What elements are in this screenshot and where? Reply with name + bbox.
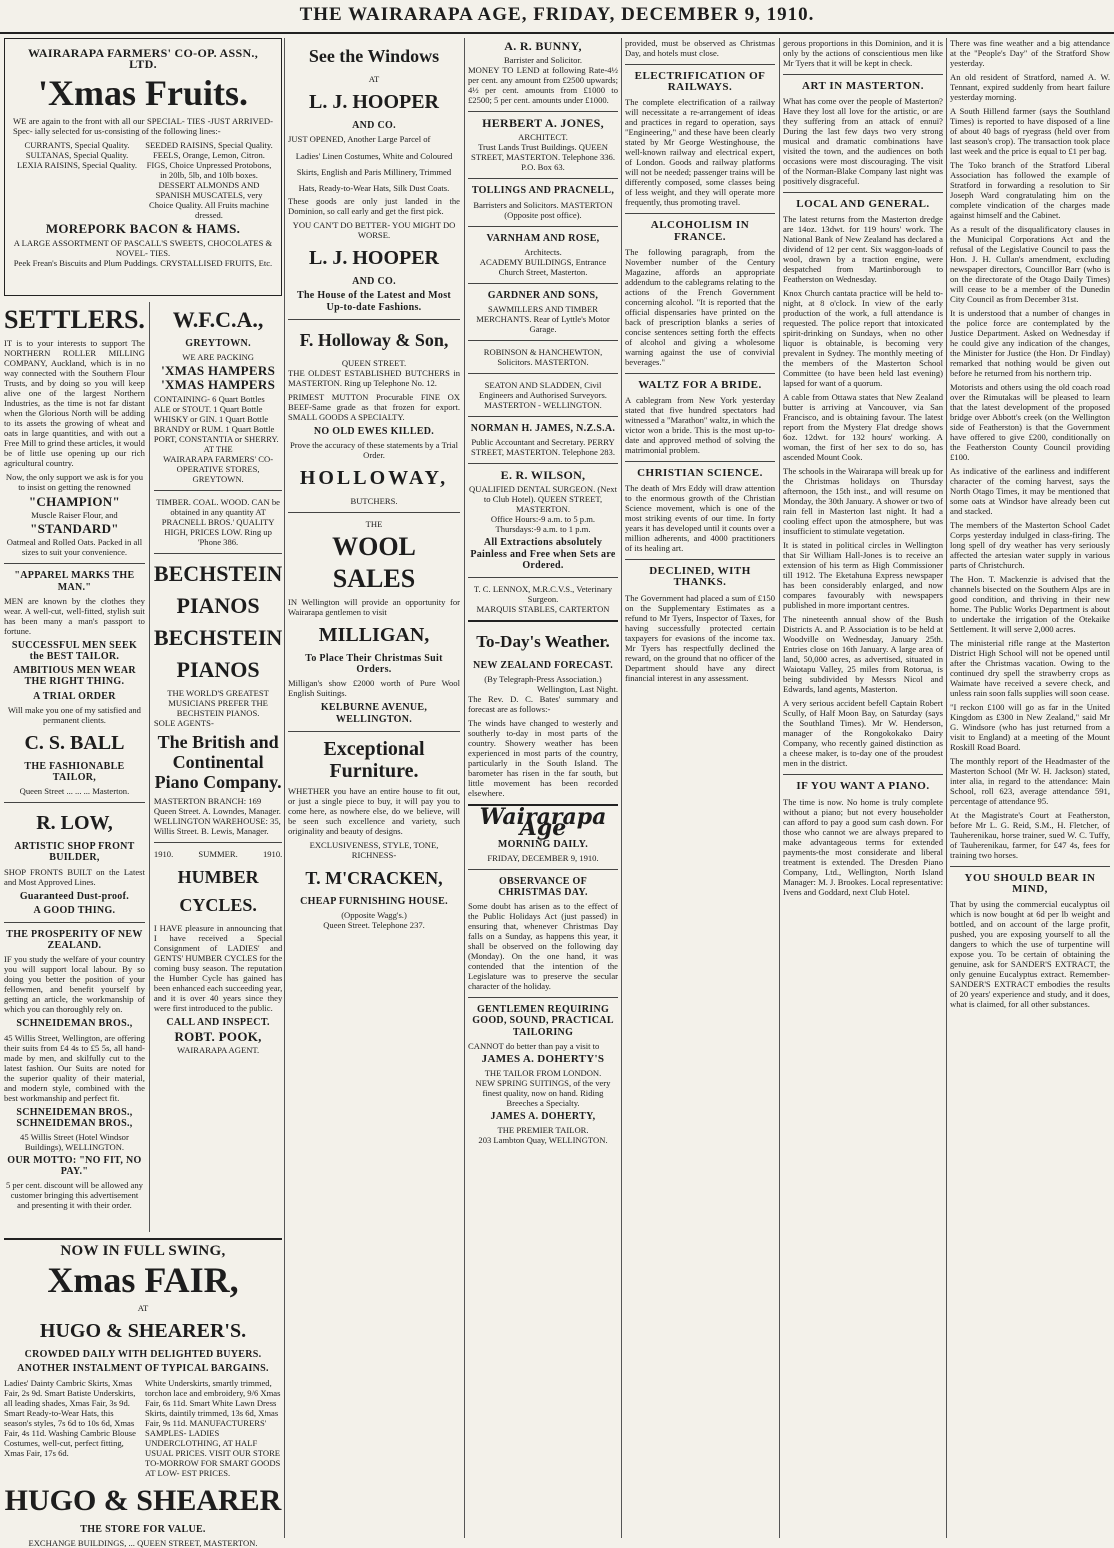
bechstein-1: BECHSTEIN xyxy=(153,560,283,586)
hooper-andco-2: AND CO. xyxy=(352,276,396,288)
fair-xmas: Xmas FAIR, xyxy=(47,1260,239,1301)
james-body: Public Accountant and Secretary. PERRY STREET, MASTERTON. Telephone 283. xyxy=(470,437,615,458)
lennox-ad: T. C. LENNOX, M.R.C.V.S., Veterinary Surgeon. xyxy=(473,584,613,605)
mccracken-phone: Queen Street. Telephone 237. xyxy=(323,920,425,931)
col6-para-2: A South Hillend farmer (says the Southland Times) is reported to have disposed of a line of about 40 bags of ryegrass (held over from last season's crop). The transaction took place last week and the price is equal to £1 per bag. xyxy=(950,106,1110,156)
mccracken-cheap: CHEAP FURNISHING HOUSE. xyxy=(300,895,448,907)
doherty-cannot: CANNOT do better than pay a visit to xyxy=(468,1040,600,1051)
fair-at: AT xyxy=(137,1303,149,1314)
wfca-contents: CONTAINING- 6 Quart Bottles ALE or STOUT. 1 Quart Bottle WHISKY or GIN. 1 Quart Bottle BRANDY or RUM. 1 Quart Bottle PORT, CONSTANTIA or SHERRY. xyxy=(153,393,279,444)
column-5 xyxy=(783,38,943,1536)
wfca-at: AT THE xyxy=(203,443,233,454)
column-rule xyxy=(464,38,465,1538)
column-3 xyxy=(468,38,618,1536)
col6-para-8: The members of the Masterton School Cadet Corps yesterday indulged in class-firing. The long spell of dry weather has very seriously affected the artesian water supply in various parts of Christchurch. xyxy=(950,520,1110,570)
mccracken-opposite: (Opposite Wagg's.) xyxy=(341,910,407,921)
weather-place: Wellington, Last Night. xyxy=(537,684,618,695)
alcoholism-title: ALCOHOLISM IN FRANCE. xyxy=(650,219,750,243)
bechstein-worlds: THE WORLD'S GREATEST MUSICIANS PREFER THE BECHSTEIN PIANOS. xyxy=(167,687,269,718)
bunny-money: MONEY TO LEND at following Rate-4½ per cent. any amount from £2500 upwards; 4½ per cent. amounts from £1000 to £2500; 5 per cent. amounts under £1000. xyxy=(468,65,618,106)
holloway-name: F. Holloway & Son, xyxy=(299,329,449,350)
holloway-name-2: HOLLOWAY, xyxy=(299,467,449,490)
pracnell-ad: PRACNELL BROS.' QUALITY HIGH, PRICES LOW. Ring up 'Phone 386. xyxy=(161,516,275,547)
ad-list-left: CURRANTS, Special Quality. SULTANAS, Special Quality. LEXIA RAISINS, Special Quality. xyxy=(17,140,137,171)
see-at: AT xyxy=(368,74,380,84)
ball-tag: THE FASHIONABLE TAILOR, xyxy=(24,760,125,784)
col6-para-12: The monthly report of the Headmaster of the Masterton School (Mr W. H. Jackson) stated, inter alia, in regard to the attendance: Main School, roll 623, average attendance 591, percentage of attendance 95. xyxy=(950,756,1110,806)
col6-intro: There was fine weather and a big attendance at the "People's Day" of the Stratford Show yesterday. xyxy=(950,38,1110,68)
local-para-7: A very serious accident befell Captain Robert Scully, of Half Moon Bay, on Saturday (says the Southland Times). Mr W. Henderson, manager of the Rongokokako Dairy Company, who recently gained distinction as a cheese maker, is to-day one of the proudest men in the district. xyxy=(783,698,943,769)
bunny-title: Barrister and Solicitor. xyxy=(503,55,583,66)
col6-para-11: "I reckon £100 will go as far in the United Kingdom as £300 in New Zealand," said Mr G. Windsore (who has just returned from a visit to England) at a meeting of the Mount Roskill Road Board. xyxy=(950,702,1110,752)
wfca-stores: WAIRARAPA FARMERS' CO-OPERATIVE STORES, GREYTOWN. xyxy=(163,453,274,484)
tollings-name: TOLLINGS AND PRACNELL, xyxy=(471,185,615,197)
doherty-name: JAMES A. DOHERTY'S xyxy=(481,1052,605,1065)
hooper-name-2: L. J. HOOPER xyxy=(308,247,439,270)
settlers-title: SETTLERS. xyxy=(4,305,145,334)
holloway-killed: NO OLD EWES KILLED. xyxy=(313,425,435,437)
milligan-body: Milligan's show £2000 worth of Pure Wool English Suitings. xyxy=(288,678,460,699)
ball-address: Queen Street ... ... ... Masterton. xyxy=(19,786,130,797)
holloway-butchers: BUTCHERS. xyxy=(350,496,398,507)
wilson-dental: QUALIFIED DENTAL SURGEON. (Next to Club Hotel). QUEEN STREET, MASTERTON. xyxy=(469,484,617,515)
hooper-andco: AND CO. xyxy=(352,120,396,131)
column-1a xyxy=(4,302,145,1232)
pianos-2: PIANOS xyxy=(176,656,260,682)
bechstein-agents: SOLE AGENTS- xyxy=(153,717,214,728)
hooper-cant: YOU CAN'T DO BETTER- YOU MIGHT DO WORSE. xyxy=(292,220,456,241)
wfca-packing: WE ARE PACKING xyxy=(182,352,254,363)
james-name: NORMAN H. JAMES, N.Z.S.A. xyxy=(470,423,616,435)
tollings-body: Barristers and Solicitors. MASTERTON (Opposite post office). xyxy=(473,199,613,220)
wilson-name: E. R. WILSON, xyxy=(500,468,586,483)
paper-date: FRIDAY, DECEMBER 9, 1910. xyxy=(487,852,599,863)
varnham-name: VARNHAM AND ROSE, xyxy=(486,232,600,244)
wool-title: WOOL xyxy=(332,532,416,562)
settlers-champion: "CHAMPION" xyxy=(28,494,120,509)
fair-right: White Underskirts, smartly trimmed, torchon lace and embroidery, 9/6 Xmas Fair, 6s 11d. Smart White Lawn Dress Skirts, daintily trimmed, 13s 6d, Xmas Fair, 9s 11d. MANUFACTURERS' SAMPLES- LADIES UNDERCLOTHING, AT HALF USUAL PRICES. VISIT OUR STORE TO-MORROW FOR SMART GOODS AT LOW- EST PRICES. xyxy=(145,1377,281,1478)
fair-left: Ladies' Dainty Cambric Skirts, Xmas Fair, 2s 9d. Smart Batiste Underskirts, all leading shades, Xmas Fair, 3s 9d. Smart Ready-to-Wear Hats, this season's styles, 7s 6d to 10s 6d, Xmas Fair, 4s 11d. Washing Cambric Blouse Costumes, well-cut, perfect fitting, Xmas Fair, 17s 6d. xyxy=(4,1377,136,1458)
fair-another: ANOTHER INSTALMENT OF TYPICAL BARGAINS. xyxy=(17,1363,269,1375)
col4-intro: provided, must be observed as Christmas Day, and hotels must close. xyxy=(625,38,775,58)
bunny-name: A. R. BUNNY, xyxy=(504,39,582,53)
column-4 xyxy=(625,38,775,1536)
apparel-order: A TRIAL ORDER xyxy=(33,690,116,702)
fair-firm: HUGO & SHEARER'S. xyxy=(39,1320,247,1343)
wool-body: IN Wellington will provide an opportunity for Wairarapa gentlemen to visit xyxy=(288,597,460,618)
electrification-title: ELECTRIFICATION OF RAILWAYS. xyxy=(634,70,766,94)
milligan-suit: To Place Their Christmas Suit Orders. xyxy=(305,653,443,676)
settlers-flour: Muscle Raiser Flour, and xyxy=(31,510,118,521)
furniture-body: WHETHER you have an entire house to fit out, or just a single piece to buy, it will pay you to come here, as nowhere else, do we believe, will be seen such excellence and variety, such originality and beauty of designs. xyxy=(288,785,460,836)
ad-assortment: A LARGE ASSORTMENT OF PASCALL'S SWEETS, CHOCOLATES & NOVEL- TIES. xyxy=(13,237,273,258)
british-branch: MASTERTON BRANCH: 169 Queen Street. A. Lowndes, Manager. WELLINGTON WAREHOUSE: 35, Willis Street. B. Lewis, Manager. xyxy=(153,795,281,836)
varnham-title: Architects. xyxy=(524,246,562,257)
prosperity-motto: OUR MOTTO: "NO FIT, NO PAY." xyxy=(7,1155,142,1178)
doherty-spring: NEW SPRING SUITINGS, of the very finest quality, now on hand. Riding Breeches a Specialty. xyxy=(475,1078,611,1109)
wfca-town: GREYTOWN. xyxy=(185,338,251,349)
fair-crowd: CROWDED DAILY WITH DELIGHTED BUYERS. xyxy=(24,1349,262,1361)
ad-bacon: MOREPORK BACON & HAMS. xyxy=(45,221,241,237)
ad-headline: 'Xmas Fruits. xyxy=(38,73,248,114)
doherty-tailor: THE TAILOR FROM LONDON. xyxy=(484,1068,602,1079)
apparel-line2: AMBITIOUS MEN WEAR THE RIGHT THING. xyxy=(12,665,136,688)
col6-para-3: The Toko branch of the Stratford Liberal Association has followed the example of Stratford in forwarding a resolution to Sir Joseph Ward congratulating him on the complete vindication of the charges made against himself and the Cabinet. xyxy=(950,160,1110,220)
humber-title: HUMBER CYCLES. xyxy=(177,866,259,915)
col5-intro: gerous proportions in this Dominion, and it is only by the actions of conscientious men like Mr Tyers that it will be kept in check. xyxy=(783,38,943,68)
apparel-body: MEN are known by the clothes they wear. A well-cut, well-fitted, stylish suit has been many a man's passport to fortune. xyxy=(4,595,145,636)
column-rule xyxy=(946,38,947,1538)
column-2 xyxy=(288,38,460,1536)
holloway-prove: Prove the accuracy of these statements by a Trial Order. xyxy=(289,440,458,461)
fair-store: THE STORE FOR VALUE. xyxy=(80,1523,206,1535)
mccracken-name: T. M'CRACKEN, xyxy=(305,867,443,888)
waltz-body: A cablegram from New York yesterday stated that five hundred spectators had witnessed a "Marathon" waltz, in which the victor won a bride. This is the most up-to-date and approved method of solving the matrimonial problem. xyxy=(625,395,775,456)
art-title: ART IN MASTERTON. xyxy=(802,80,924,92)
wool-the: THE xyxy=(365,519,383,530)
column-1-lower xyxy=(4,302,282,1232)
settlers-standard: "STANDARD" xyxy=(30,521,119,537)
bechstein-2: BECHSTEIN xyxy=(153,624,283,650)
piano-title: IF YOU WANT A PIANO. xyxy=(796,780,930,793)
jones-address: Trust Lands Trust Buildings. QUEEN STREET, MASTERTON. Telephone 336. P.O. Box 63. xyxy=(470,142,615,173)
apparel-line1: SUCCESSFUL MEN SEEK the BEST TAILOR. xyxy=(11,639,138,663)
prosperity-discount: 5 per cent. discount will be allowed any customer bringing this advertisement and presenting it with their order. xyxy=(5,1180,143,1211)
ad-biscuits: Peek Frean's Biscuits and Plum Puddings. CRYSTALLISED FRUITS, Etc. xyxy=(13,257,273,268)
jones-arch: ARCHITECT. xyxy=(518,132,568,143)
year-left: 1910. xyxy=(153,848,174,859)
local-para-2: Knox Church cantata practice will be held to-night, at 8 o'clock. In view of the early production of the work, a full attendance is requested. The police report that intoxicated spirit-drinking on Sundays, when no other liquor is obtainable, is becoming very prevalent in Sydney. The monthly meeting of the members of the Masterton School Committee (to have been held last evening) lapsed for want of a quorum. xyxy=(783,288,943,389)
wfca-title: W.F.C.A., xyxy=(172,307,264,332)
fair-big-name: HUGO & SHEARER xyxy=(4,1483,282,1517)
low-name: R. LOW, xyxy=(36,812,113,835)
ad-list-right: SEEDED RAISINS, Special Quality. FEELS, Orange, Lemon, Citron. FIGS, Choice Unpressed Protobons, in 20lb, 5lb, and 10lb boxes. DESSERT ALMONDS AND SPANISH MUSCATELS, very Choice Quality. All Fruits machine dressed. xyxy=(145,140,273,221)
weather-title: To-Day's Weather. xyxy=(476,632,610,652)
prosperity-address: 45 Willis Street (Hotel Windsor Buildings), WELLINGTON. xyxy=(20,1132,129,1153)
column-rule xyxy=(284,38,285,1538)
column-1 xyxy=(4,38,283,1548)
jones-name: HERBERT A. JONES, xyxy=(482,116,604,131)
summer-label: SUMMER. xyxy=(198,848,238,859)
wilson-extract: All Extractions absolutely Painless and Free when Sets are Ordered. xyxy=(470,537,616,571)
ball-name: C. S. BALL xyxy=(24,731,125,754)
wfca-hampers2: 'XMAS HAMPERS xyxy=(161,377,276,393)
lennox-stables: MARQUIS STABLES, CARTERTON xyxy=(476,604,610,615)
pook-agent: WAIRARAPA AGENT. xyxy=(177,1045,260,1056)
furniture-title: Exceptional Furniture. xyxy=(323,737,425,782)
doherty-name-2: JAMES A. DOHERTY, xyxy=(490,1111,596,1123)
humber-call: CALL AND INSPECT. xyxy=(166,1016,270,1028)
holloway-oldest: THE OLDEST ESTABLISHED BUTCHERS in MASTERTON. Ring up Telephone No. 12. xyxy=(288,367,460,388)
christian-science-body: The death of Mrs Eddy will draw attention to the enormous growth of the Christian Science movement, which is one of the most striking events of our time. In forty years it has developed until it counts over a million adherents, and 4000 practitioners of its healing art. xyxy=(625,483,775,554)
local-para-4: The schools in the Wairarapa will break up for the Christmas holidays on Thursday afternoon, the 15th inst., and will resume on Monday, the 30th January. A shower or two of rain fell in Masterton last night. It had a cooling effect upon the atmosphere, but was insufficient to stimulate vegetation. xyxy=(783,466,943,537)
local-para-5: It is stated in political circles in Wellington that Sir William Hall-Jones is to receive an extension of his term as High Commissioner till 1912. The Eketahuna Express newspaper has been considerably enlarged, and now compares favourably with newspapers published in more important centres. xyxy=(783,540,943,611)
col6-para-5: It is understood that a number of changes in the police force are contemplated by the Justice Department. Asked on Wednesday if he could give any indication of the changes, the Minister for Justice (the Hon. Dr Findlay) remarked that nothing would be given out before he returned from his northern trip. xyxy=(950,308,1110,378)
observance-title: OBSERVANCE OF CHRISTMAS DAY. xyxy=(498,875,588,899)
low-good: A GOOD THING. xyxy=(33,904,116,916)
pook-name: ROBT. POOK, xyxy=(174,1028,262,1044)
christian-science-title: CHRISTIAN SCIENCE. xyxy=(637,467,763,480)
milligan-name: MILLIGAN, xyxy=(318,624,430,647)
hooper-items: Ladies' Linen Costumes, White and Coloured Skirts, English and Paris Millinery, Trimmed Hats, Ready-to-Wear Hats, Silk Dust Coats. xyxy=(295,151,453,194)
electrification-body: The complete electrification of a railway will necessitate a re-arrangement of ideas and practices in regard to operation, says "Engineering," and these have been clearly stated by Mr George Westinghouse, the well-known railway and electrical expert, of London. Goods and railway platforms will not be needed; passenger trains will be differently composed, some classes being of less weight, and they will operate more frequently, thus promoting travel. xyxy=(625,97,775,208)
holloway-queen: QUEEN STREET. xyxy=(341,357,407,368)
gardner-name: GARDNER AND SONS, xyxy=(487,289,599,301)
paper-daily: MORNING DAILY. xyxy=(497,838,589,850)
varnham-address: ACADEMY BUILDINGS, Entrance Church Street, Masterton. xyxy=(479,256,607,277)
bear-in-mind-title: YOU SHOULD BEAR IN MIND, xyxy=(964,872,1096,896)
robinson-ad: ROBINSON & HANCHEWTON, Solicitors. MASTERTON. xyxy=(483,347,603,368)
fair-now: NOW IN FULL SWING, xyxy=(60,1243,226,1259)
humber-body: I HAVE pleasure in announcing that I have received a Special Consignment of LADIES' and GENTS' HUMBER CYCLES for the coming busy season. The reputation the Humber Cycle has gained has been enhanced each succeeding year, and it is over 40 years since they were first introduced to the public. xyxy=(153,922,283,1013)
doherty-address: 203 Lambton Quay, WELLINGTON. xyxy=(478,1135,608,1146)
ad-intro: WE are again to the front with all our SPECIAL- TIES -JUST ARRIVED- Spec- ially selected for us-consisting of the following lines:- xyxy=(13,116,273,137)
weather-forecast: NEW ZEALAND FORECAST. xyxy=(472,660,614,672)
newspaper-masthead: THE WAIRARAPA AGE, FRIDAY, DECEMBER 9, 1910. xyxy=(0,0,1114,34)
hooper-opened: JUST OPENED, Another Large Parcel of xyxy=(288,134,431,145)
year-right: 1910. xyxy=(262,848,283,859)
settlers-oatmeal: Oatmeal and Rolled Oats. Packed in all sizes to suit your convenience. xyxy=(6,537,143,558)
declined-title: DECLINED, WITH THANKS. xyxy=(649,565,751,589)
local-para-1: The latest returns from the Masterton dredge are 14oz. 13dwt. for 119 hours' work. The National Bank of New Zealand has declared a dividend of 12 per cent. Six waggon-loads of wool, drawn by a traction engine, were despatched from Martinborough to Featherston on Wednesday. xyxy=(783,214,943,285)
art-body: What has come over the people of Masterton? Have they lost all love for the artistic, or are they suffering from an attack of ennui? During the last few days two very strong musical and dramatic combinations have visited the town, and the audiences on both occasions were most discouraging. The visit of the Norman-Blake Company last night was positively disgraceful. xyxy=(783,96,943,187)
wool-sales: SALES xyxy=(332,564,416,594)
alcoholism-body: The following paragraph, from the November number of the Century Magazine, affords an appropriate addendum to the cablegrams relating to the actions of the French Government concerning alcohol. "It is reported that the official dispensaries have printed on the back of prescription blanks a series of concise sentences setting forth the effects of alcohol and giving a wholesome warning against the use of convivial beverages." xyxy=(625,246,775,367)
local-para-6: The nineteenth annual show of the Bush Districts A. and P. Association is to be held at Woodville on Wednesday, January 25th. Entries close on 16th January. A large area of land, 50,000 acres, as advertised, situated in Waiotapu Valley, 25 miles from Rotorua, is being subdivided by Messrs Nicol and Edwards, land agents, Masterton. xyxy=(783,614,943,695)
gardner-body: SAWMILLERS AND TIMBER MERCHANTS. Rear of Lyttle's Motor Garage. xyxy=(476,304,610,335)
low-body: SHOP FRONTS BUILT on the Latest and Most Approved Lines. xyxy=(4,866,145,887)
paper-nameplate: Wairarapa Age xyxy=(479,804,607,842)
local-general-title: LOCAL AND GENERAL. xyxy=(796,198,930,211)
local-para-3: A cable from Ottawa states that New Zealand butter is arriving at Vancouver, via San Francisco, and is obtaining favour. The latest report from the Mystery Flat dredge shows 6oz. 12dwt. for 132 hours' working. A woman, the first of her sex to do so, has ascended Mount Cook. xyxy=(783,392,943,463)
xmas-fair-ad xyxy=(4,1243,282,1548)
piano-body: The time is now. No home is truly complete without a piano; but not every householder can afford to pay a good sum cash down. For those who cannot we are always prepared to make advantageous terms for extended payments-the most considerate and liberal treatment is extended. The Dresden Piano Company, Ltd., Wellington, North Island Manager: M. J. Brookes. Local representative: Ivens and Goddard, next Club Hotel. xyxy=(783,796,943,897)
column-rule xyxy=(779,38,780,1538)
column-rule xyxy=(621,38,622,1538)
prosperity-firm2: SCHNEIDEMAN BROS., SCHNEIDEMAN BROS., xyxy=(16,1106,133,1129)
see-windows: See the Windows xyxy=(308,46,440,66)
col6-para-6: Motorists and others using the old coach road over the Rimutakas will be pleased to learn that the latest development of the proposed bridge over Abbott's creek (on the Wellington side of Featherston) is that the Government have offered to give £200, conditionally on the Featherston County Council providing £100. xyxy=(950,382,1110,462)
col6-para-9: The Hon. T. Mackenzie is advised that the channels bisected on the Southern Alps are in good condition, and thriving in their new home. The Public Works Department is about to undertake the irrigation of the Otekaike Settlement. It will serve 2,000 acres. xyxy=(950,574,1110,634)
seaton-ad: SEATON AND SLADDEN, Civil Engineers and Authorised Surveyors. MASTERTON - WELLINGTON. xyxy=(479,380,607,411)
col6-para-4: As a result of the disqualificatory clauses in the Municipal Corporations Act and the refusal of the Legislative Council to pass the Hon. J. H. Cullan's amendment, excluding newspaper directors, Councillor Barr (who is on the directorate of the Otago Daily Times) will cease to be a member of the Dunedin City Council as from December 31st. xyxy=(950,224,1110,304)
milligan-address: KELBURNE AVENUE, WELLINGTON. xyxy=(320,702,428,725)
bear-in-mind-body: That by using the commercial eucalyptus oil which is now bought at 6d per lb weight and bottled, and on account of the large profit, pushed, you are exposing yourself to all the dangers to which the use of turpentine will expose you. To be certain of obtaining the genuine, ask for SANDER'S EXTRACT, the only genuine Eucalyptus extract. Remember-SANDER'S EXTRACT embodies the results of 20 years' experience and study, and it does, what is claimed, for all other substances. xyxy=(950,899,1110,1010)
col6-para-1: An old resident of Stratford, named A. W. Tennant, expired suddenly from heart failure yesterday morning. xyxy=(950,72,1110,102)
pianos-1: PIANOS xyxy=(176,592,260,618)
weather-bates: The Rev. D. C. Bates' summary and forecast are as follows:- xyxy=(468,694,618,715)
fair-bargains xyxy=(4,1378,282,1478)
hooper-goods: These goods are only just landed in the Dominion, so call early and get the first pick. xyxy=(288,196,460,217)
hooper-name: L. J. HOOPER xyxy=(308,91,439,113)
furniture-features: EXCLUSIVENESS, STYLE, TONE, RICHNESS- xyxy=(309,839,439,860)
farmers-coop-ad xyxy=(4,38,282,296)
col6-para-10: The ministerial rifle range at the Masterton District High School will not be opened until after the Christmas vacation. Owing to the continued dry spell the strawberry crops as Waimate have received a severe check, and unless rain soon falls supplies will soon cease. xyxy=(950,638,1110,698)
col6-para-7: As indicative of the earliness and indifferent character of the coming harvest, says the North Otago Times, it may be mentioned that some oats at Windsor have already been cut and stacked. xyxy=(950,466,1110,516)
timber-ad: TIMBER. COAL. WOOD. CAN be obtained in any quantity AT xyxy=(156,496,280,517)
holloway-mutton: PRIMEST MUTTON Procurable FINE OX BEEF-Same grade as that frozen for export. SMALL GOODS A SPECIALTY. xyxy=(288,391,460,422)
fair-address: EXCHANGE BUILDINGS, ... QUEEN STREET, MASTERTON. xyxy=(28,1537,258,1548)
apparel-order2: Will make you one of my satisfied and permanent clients. xyxy=(7,704,141,725)
apparel-title: "APPAREL MARKS THE MAN." xyxy=(14,570,135,593)
column-1b xyxy=(149,302,282,1232)
prosperity-title: THE PROSPERITY OF NEW ZEALAND. xyxy=(6,929,143,952)
prosperity-body: IF you study the welfare of your country you will support local labour. By so doing you better the position of your fellowmen, and benefit yourself by getting an article, the workmanship of which you can thoroughly rely on. xyxy=(4,954,145,1015)
waltz-title: WALTZ FOR A BRIDE. xyxy=(638,378,762,391)
col6-para-13: At the Magistrate's Court at Featherston, before Mr L. G. Reid, S.M., H. Fletcher, of Tauherenikau, horse trainer, sued W. C. Tuffy, of Tauherenikau, farmer, for £47 4s, fees for training two horses. xyxy=(950,810,1110,860)
summer-row xyxy=(154,849,282,859)
prosperity-firm: SCHNEIDEMAN BROS., xyxy=(16,1018,133,1030)
british-piano: The British and Continental Piano Company. xyxy=(154,731,282,792)
declined-body: The Government had placed a sum of £150 on the Supplementary Estimates as a refund to Mr Tyers, Inspector of Taxes, for having successfully protected certain taxpayers for evasions of the income tax. Mr Tyers has respectfully declined the reward, on the ground that no officer of the Department should have any direct financial interest in any assessment. xyxy=(625,592,775,683)
doherty-premier: THE PREMIER TAILOR. xyxy=(497,1125,589,1136)
prosperity-body2: 45 Willis Street, Wellington, are offering their suits from £4 4s to £5 5s, all hand-made by men, and skilfully cut to the latest fashion. Our Suits are noted for the superior quality of their material, and modern style, combined with the best workmanship and perfect fit. xyxy=(4,1032,145,1103)
weather-assoc: (By Telegraph-Press Association.) xyxy=(484,674,602,685)
ad-title: WAIRARAPA FARMERS' CO-OP. ASSN., LTD. xyxy=(27,46,259,72)
observance-body: Some doubt has arisen as to the effect of the Public Holidays Act (just passed) in ensuring that, whenever Christmas Day falls on a Sunday, as happens this year, it shall be observed on the following day (Monday). On the one hand, it was contended that the intention of the Legislature was to preserve the secular character of the holiday. xyxy=(468,901,618,992)
ad-product-lists xyxy=(13,140,273,220)
hooper-house: The House of the Latest and Most Up-to-date Fashions. xyxy=(296,290,452,313)
weather-body: The winds have changed to westerly and southerly to-day in most parts of the country. Showery weather has been experienced in most parts of the country, particularly in the South Island. The barometer has risen in the far south, but little movement has been recorded elsewhere. xyxy=(468,718,618,799)
low-guarantee: Guaranteed Dust-proof. xyxy=(19,890,130,902)
low-tag: ARTISTIC SHOP FRONT BUILDER, xyxy=(14,841,135,864)
settlers-body: IT is to your interests to support The NORTHERN ROLLER MILLING COMPANY, Auckland, which is in no way connected with the Southern Flour Trusts, and by doing so you will keep alive one of the largest Northern Industries, as the time is not far distant when the Glorious North will be adding to its assets the growing of wheat and oats in large quantities, and with out a Free Mill to grind these articles, it would be of little use opening up our rich agricultural country. xyxy=(4,338,145,468)
doherty-gents: GENTLEMEN REQUIRING GOOD, SOUND, PRACTICAL TAILORING xyxy=(472,1004,614,1038)
wilson-office: Office Hours:-9 a.m. to 5 p.m. Thursdays:-9 a.m. to 1 p.m. xyxy=(490,514,596,535)
wfca-hampers1: 'XMAS HAMPERS xyxy=(161,363,276,379)
column-6 xyxy=(950,38,1110,1536)
settlers-now: Now, the only support we ask is for you to insist on getting the renowned xyxy=(5,472,144,492)
